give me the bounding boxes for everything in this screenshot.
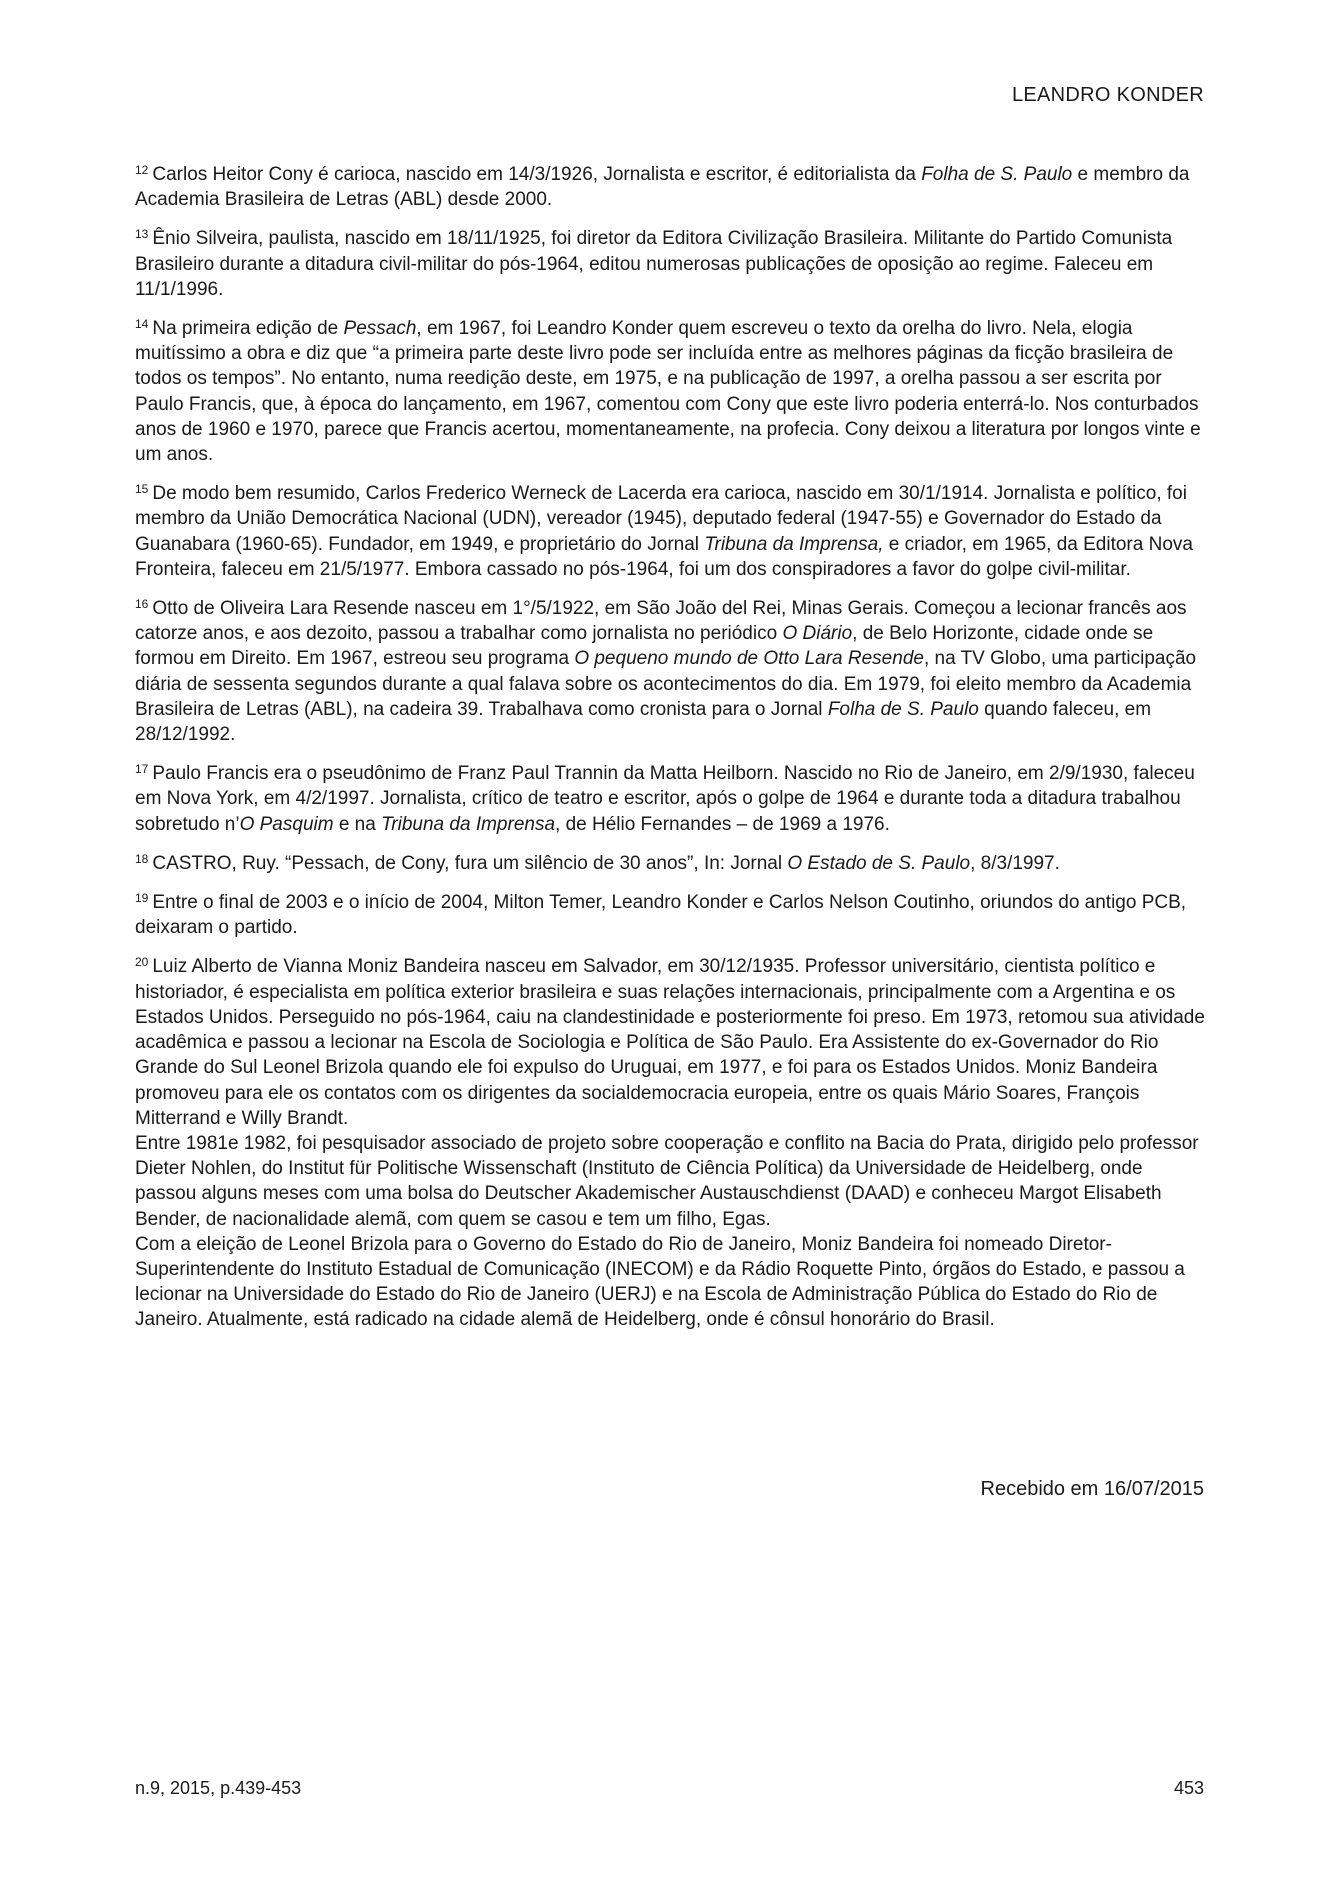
footnote-text: quando faleceu, em 28/12/1992. <box>135 698 1152 746</box>
footnote-14 <box>135 316 1205 467</box>
footnote-italic-text: Tribuna da Imprensa, <box>704 533 884 555</box>
footnote-15 <box>135 481 1205 582</box>
footnote-16 <box>135 596 1205 747</box>
footnote-number: 16 <box>135 597 149 612</box>
footnote-number: 12 <box>135 163 149 177</box>
footnote-italic-text: O Diário <box>782 623 853 645</box>
footnote-paragraph: Entre 1981e 1982, foi pesquisador associado de projeto sobre cooperação e conflito na Bacia do Prata, dirigido pelo professor Dieter Nohlen, do Institut für Politische Wissenschaft (Instituto de Ciência Política) da Universidade de Heidelberg, onde passou alguns meses com uma bolsa do Deutscher Akademischer Austauschdienst (DAAD) e conheceu Margot Elisabeth Bender, de nacionalidade alemã, com quem se casou e tem um filho, Egas. <box>135 1132 1199 1230</box>
footnote-text: De modo bem resumido, Carlos Frederico Werneck de Lacerda era carioca, nascido em 30/1/1914. Jornalista e político, foi membro da União Democrática Nacional (UDN), vereador (1945), deputado federal (1947-55) e Governador do Estado da Guanabara (1960-65). Fundador, em 1949, e proprietário do Jornal <box>135 483 1187 555</box>
footnote-text: Otto de Oliveira Lara Resende nasceu em 1°/5/1922, em São João del Rei, Minas Gerais. Começou a lecionar francês aos catorze anos, e aos dezoito, passou a trabalhar como jornalista no periódico <box>135 598 1187 645</box>
footnote-19 <box>135 890 1205 940</box>
footnote-text: Na primeira edição de <box>152 318 344 340</box>
footnote-italic-text: O Estado de S. Paulo <box>787 852 971 874</box>
footnote-text: Ênio Silveira, paulista, nascido em 18/11/1925, foi diretor da Editora Civilização Brasileira. Militante do Partido Comunista Brasileiro durante a ditadura civil-militar do pós-1964, editou numerosas publicações de oposição ao regime. Faleceu em 11/1/1996. <box>135 228 1173 300</box>
footnotes-section <box>135 162 1205 1347</box>
footnote-italic-text: Folha de S. Paulo <box>827 698 979 720</box>
footnote-text: Paulo Francis era o pseudônimo de Franz Paul Trannin da Matta Heilborn. Nascido no Rio de Janeiro, em 2/9/1930, faleceu em Nova York, em 4/2/1997. Jornalista, crítico de teatro e escritor, após o golpe de 1964 e durante toda a ditadura trabalhou sobretudo n’ <box>135 763 1195 835</box>
footnote-20 <box>135 954 1205 1332</box>
footnote-number: 20 <box>135 955 149 970</box>
footnote-text: Entre o final de 2003 e o início de 2004, Milton Temer, Leandro Konder e Carlos Nelson Coutinho, oriundos do antigo PCB, deixaram o partido. <box>135 892 1187 939</box>
footnote-text: , na TV Globo, uma participação diária de sessenta segundos durante a qual falava sobre os acontecimentos do dia. Em 1979, foi eleito membro da Academia Brasileira de Letras (ABL), na cadeira 39. Trabalhava como cronista para o Jornal <box>135 648 1197 720</box>
footnote-number: 19 <box>135 891 149 906</box>
footnote-italic-text: Tribuna da Imprensa <box>381 813 556 835</box>
footnote-number: 15 <box>135 482 149 497</box>
footnote-text: CASTRO, Ruy. “Pessach, de Cony, fura um silêncio de 30 anos”, In: Jornal <box>152 852 788 874</box>
footnote-text: e criador, em 1965, da Editora Nova Fronteira, faleceu em 21/5/1977. Embora cassado no pós-1964, foi um dos conspiradores a favor do golpe civil-militar. <box>135 533 1193 580</box>
footnote-text: Luiz Alberto de Vianna Moniz Bandeira nasceu em Salvador, em 30/12/1935. Professor universitário, cientista político e historiador, é especialista em política exterior brasileira e suas relações internacionais, principalmente com a Argentina e os Estados Unidos. Perseguido no pós-1964, caiu na clandestinidade e posteriormente foi preso. Em 1973, retomou sua atividade acadêmica e passou a lecionar na Escola de Sociologia e Política de São Paulo. Era Assistente do ex-Governador do Rio Grande do Sul Leonel Brizola quando ele foi expulso do Uruguai, em 1977, e foi para os Estados Unidos. Moniz Bandeira promoveu para ele os contatos com os dirigentes da socialdemocracia europeia, entre os quais Mário Soares, François Mitterrand e Willy Brandt. <box>135 956 1205 1129</box>
footnote-italic-text: O pequeno mundo de Otto Lara Resende <box>574 648 924 670</box>
footnote-text: e na <box>333 813 382 835</box>
running-head: LEANDRO KONDER <box>1011 84 1204 106</box>
footnote-text: , 8/3/1997. <box>970 852 1060 874</box>
footer-citation: n.9, 2015, p.439-453 <box>135 1778 302 1798</box>
footnote-number: 14 <box>135 317 149 332</box>
footnote-paragraph <box>135 954 1205 1130</box>
footnote-text: , de Hélio Fernandes – de 1969 a 1976. <box>555 813 890 835</box>
footnote-text: , em 1967, foi Leandro Konder quem escreveu o texto da orelha do livro. Nela, elogia muitíssimo a obra e diz que “a primeira parte deste livro pode ser incluída entre as melhores páginas da ficção brasileira de todos os tempos”. No entanto, numa reedição deste, em 1975, e na publicação de 1997, a orelha passou a ser escrita por Paulo Francis, que, à época do lançamento, em 1967, comentou com Cony que este livro poderia enterrá-lo. Nos conturbados anos de 1960 e 1970, parece que Francis acertou, momentaneamente, na profecia. Cony deixou a literatura por longos vinte e um anos. <box>135 318 1201 466</box>
footnote-number: 17 <box>135 762 149 777</box>
page-number: 453 <box>1173 1778 1204 1798</box>
footnote-text: , de Belo Horizonte, cidade onde se formou em Direito. Em 1967, estreou seu programa <box>135 623 1154 670</box>
footnote-paragraph: Com a eleição de Leonel Brizola para o Governo do Estado do Rio de Janeiro, Moniz Bandeira foi nomeado Diretor-Superintendente do Instituto Estadual de Comunicação (INECOM) e da Rádio Roquette Pinto, órgãos do Estado, e passou a lecionar na Universidade do Estado do Rio de Janeiro (UERJ) e na Escola de Administração Pública do Estado do Rio de Janeiro. Atualmente, está radicado na cidade alemã de Heidelberg, onde é cônsul honorário do Brasil. <box>135 1233 1185 1331</box>
footnote-text: e membro da Academia Brasileira de Letras (ABL) desde 2000. <box>135 164 1190 211</box>
footnote-italic-text: Pessach <box>343 318 417 340</box>
received-date: Recebido em 16/07/2015 <box>980 1478 1204 1500</box>
footnote-number: 18 <box>135 851 149 866</box>
footnote-number: 13 <box>135 227 149 242</box>
footnote-13 <box>135 226 1205 302</box>
footnote-17 <box>135 761 1205 837</box>
footnote-italic-text: O Pasquim <box>239 813 334 835</box>
footnote-text: Carlos Heitor Cony é carioca, nascido em 14/3/1926, Jornalista e escritor, é editorialista da <box>152 164 922 185</box>
footnote-italic-text: Folha de S. Paulo <box>921 164 1073 185</box>
footnote-18 <box>135 851 1205 876</box>
footnote-12 <box>135 162 1205 212</box>
